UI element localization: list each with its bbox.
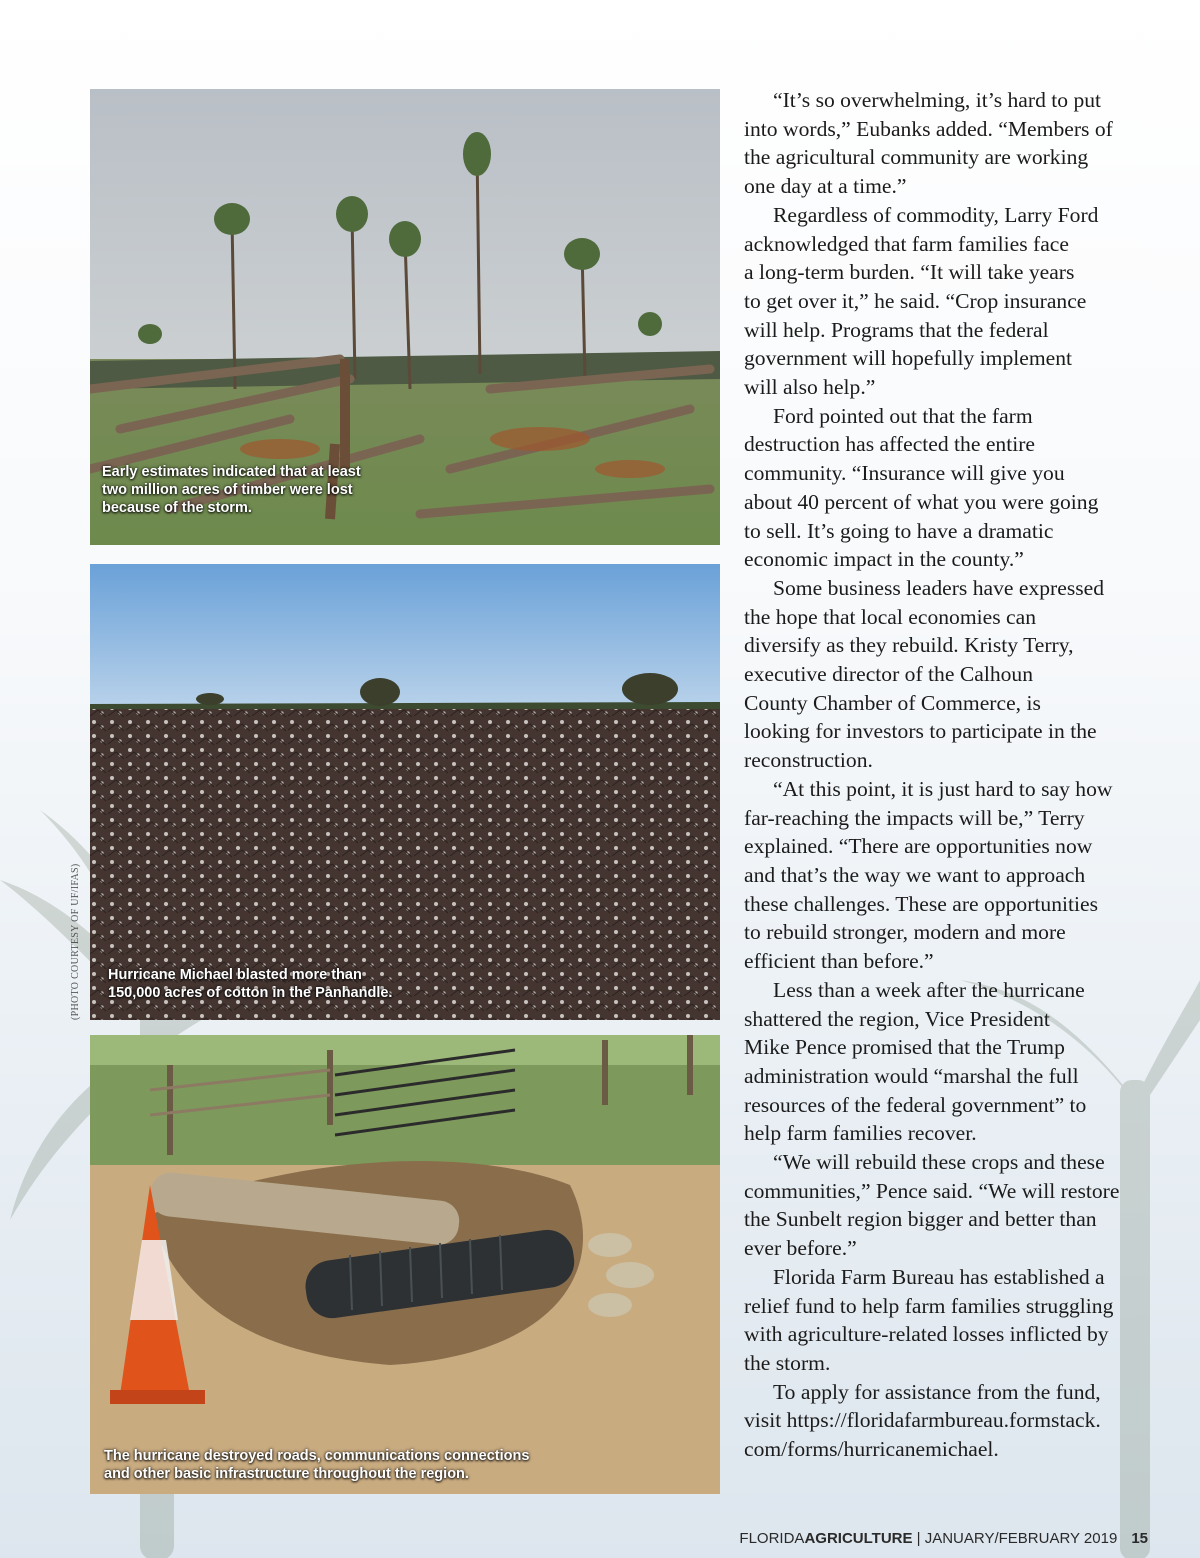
photo-caption: Early estimates indicated that at least two million acres of timber were lost because of the storm. [102,464,361,516]
washed-out-road-image [90,1035,720,1494]
article-paragraph: Florida Farm Bureau has established a relief fund to help farm families struggling with agriculture-related losses inflicted by the storm. [744,1264,1114,1375]
cotton-field-image [90,564,720,1020]
article-paragraph: “It’s so overwhelming, it’s hard to put into words,” Eubanks added. “Members of the agricultural community are working one day at a time.” [744,88,1113,199]
cotton-damage-photo [90,564,720,1020]
magazine-name-light: FLORIDA [739,1530,805,1547]
article-body [744,86,1134,1464]
article-paragraph: “We will rebuild these crops and these communities,” Pence said. “We will restore the Sunbelt region bigger and better than ever before.” [744,1150,1120,1261]
article-paragraph: “At this point, it is just hard to say how far-reaching the impacts will be,” Terry explained. “There are opportunities now and that’s the way we want to approach these challenges. These are opportunities to rebuild stronger, modern and more efficient than before.” [744,776,1113,974]
photo-caption: The hurricane destroyed roads, communications connections and other basic infrastructure throughout the region. [104,1448,530,1482]
article-paragraph: Less than a week after the hurricane shattered the region, Vice President Mike Pence promised that the Trump administration would “marshal the full resources of the federal government” to help farm families recover. [744,977,1087,1146]
timber-damage-photo [90,89,720,545]
photo-credit: (PHOTO COURTESY OF UF/IFAS) [70,863,81,1020]
issue-date: JANUARY/FEBRUARY 2019 [924,1530,1118,1547]
page-number: 15 [1131,1530,1148,1547]
magazine-name-bold: AGRICULTURE [804,1530,913,1547]
footer-separator: | [912,1530,925,1547]
article-paragraph: Regardless of commodity, Larry Ford acknowledged that farm families face a long-term burden. “It will take years to get over it,” he said. “Crop insurance will help. Programs that the federal government will hopefully implement will also help.” [744,202,1099,400]
photo-caption: Hurricane Michael blasted more than 150,000 acres of cotton in the Panhandle. [108,967,393,1001]
infrastructure-damage-photo [90,1035,720,1494]
article-paragraph: Some business leaders have expressed the hope that local economies can diversify as they rebuild. Kristy Terry, executive director of the Calhoun County Chamber of Commerce, is looking for investors to participate in the reconstruction. [744,575,1105,773]
page-footer [739,1530,1148,1547]
article-paragraph: Ford pointed out that the farm destruction has affected the entire community. “Insurance will give you about 40 percent of what you were going to sell. It’s going to have a dramatic economic impact in the county.” [744,403,1099,572]
article-paragraph: To apply for assistance from the fund, visit https://floridafarmbureau.formstack. com/forms/hurricanemichael. [744,1379,1101,1462]
